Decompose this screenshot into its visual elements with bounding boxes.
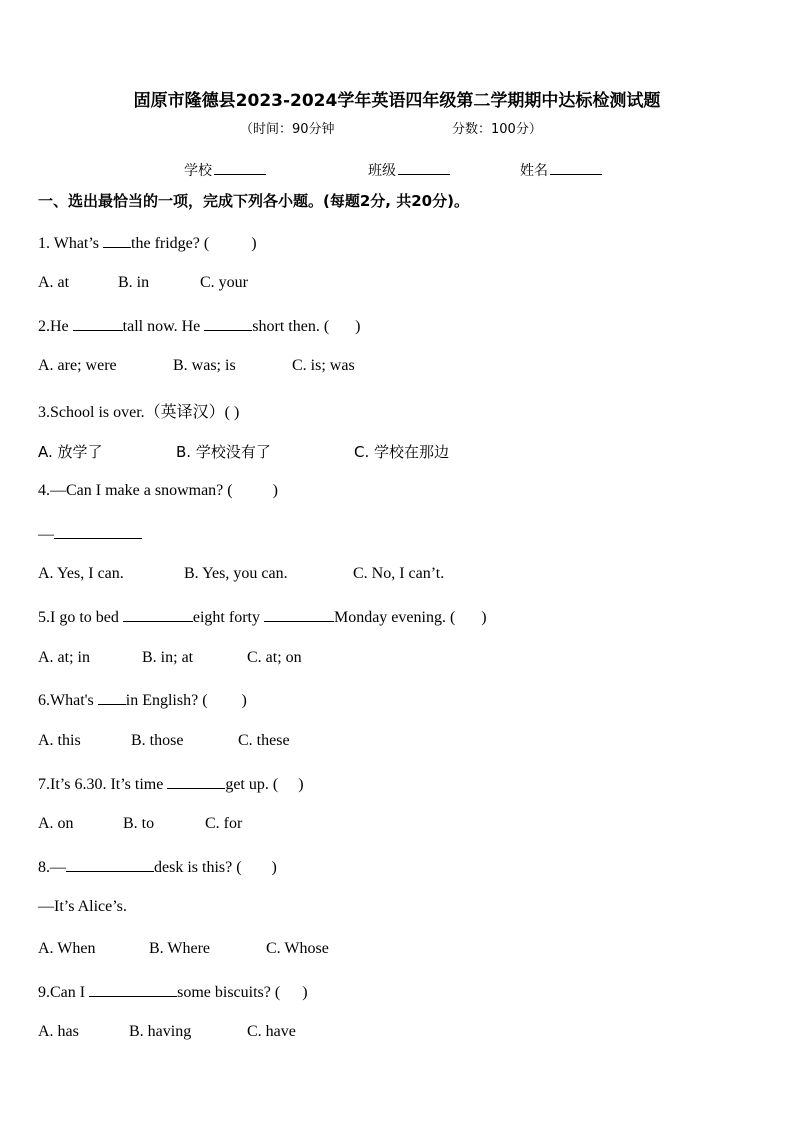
question-text: 9.Can I [38, 984, 90, 1001]
name-field [520, 160, 602, 180]
question-7 [38, 774, 304, 794]
question-text: 8.— [38, 859, 66, 876]
option-b[interactable]: B. was; is [173, 357, 236, 374]
question-paren: ) [241, 692, 247, 709]
option-c[interactable]: C. these [238, 732, 290, 749]
question-text: tall now. He [122, 318, 205, 335]
question-text: in English? ( [125, 692, 208, 709]
question-paren: ) [251, 235, 257, 252]
question-text: get up. ( [225, 776, 279, 793]
question-text: some biscuits? ( [177, 984, 281, 1001]
question-text: 7.It’s 6.30. It’s time [38, 776, 168, 793]
option-a[interactable]: A. this [38, 732, 81, 749]
section-heading: 一、选出最恰当的一项，完成下列各小题。(每题2分, 共20分)。 [38, 192, 469, 210]
option-c[interactable]: C. 学校在那边 [354, 443, 450, 461]
option-a[interactable]: A. at [38, 274, 70, 291]
question-2 [38, 316, 360, 336]
question-paren: ) [272, 482, 278, 499]
option-b[interactable]: B. having [129, 1023, 192, 1040]
answer-blank[interactable] [89, 982, 177, 997]
class-label: 班级 [368, 163, 396, 179]
answer-blank[interactable] [123, 607, 193, 622]
question-paren: ) [481, 609, 487, 626]
question-text: Monday evening. ( [333, 609, 456, 626]
options-9 [38, 1023, 296, 1041]
school-blank[interactable] [214, 162, 266, 175]
option-b[interactable]: B. in [118, 274, 150, 291]
options-1 [38, 274, 248, 292]
option-b[interactable]: B. Where [149, 940, 211, 957]
question-text: 4.—Can I make a snowman? ( [38, 482, 233, 499]
question-8 [38, 857, 277, 877]
question-text: 3.School is over.（英译汉）( ) [38, 404, 240, 421]
answer-blank[interactable] [264, 607, 334, 622]
option-c[interactable]: C. for [205, 815, 243, 832]
option-c[interactable]: C. at; on [247, 649, 302, 666]
answer-blank[interactable] [54, 524, 142, 539]
name-blank[interactable] [550, 162, 602, 175]
option-b[interactable]: B. in; at [142, 649, 194, 666]
class-blank[interactable] [398, 162, 450, 175]
question-text: the fridge? ( [131, 235, 210, 252]
options-4 [38, 565, 444, 583]
option-c[interactable]: C. have [247, 1023, 296, 1040]
question-4 [38, 482, 278, 500]
question-6 [38, 690, 247, 710]
class-field [368, 160, 450, 180]
answer-blank[interactable] [98, 690, 126, 705]
answer-blank[interactable] [73, 316, 123, 331]
option-a[interactable]: A. 放学了 [38, 443, 103, 461]
options-2 [38, 357, 355, 375]
options-3 [38, 441, 449, 462]
option-c[interactable]: C. No, I can’t. [353, 565, 445, 582]
question-paren: ) [302, 984, 308, 1001]
option-b[interactable]: B. Yes, you can. [184, 565, 288, 582]
question-9 [38, 982, 308, 1002]
answer-blank[interactable] [204, 316, 252, 331]
option-b[interactable]: B. 学校没有了 [176, 443, 271, 461]
option-c[interactable]: C. your [200, 274, 248, 291]
option-a[interactable]: A. are; were [38, 357, 117, 374]
school-label: 学校 [184, 163, 212, 179]
question-text: 2.He [38, 318, 73, 335]
option-b[interactable]: B. those [131, 732, 184, 749]
score-info: 分数：100分） [452, 122, 542, 137]
options-5 [38, 649, 302, 667]
page-title: 固原市隆德县2023-2024学年英语四年级第二学期期中达标检测试题 [133, 91, 661, 111]
question-text: desk is this? ( [154, 859, 242, 876]
question-5 [38, 607, 487, 627]
option-a[interactable]: A. on [38, 815, 74, 832]
question-text: eight forty [192, 609, 264, 626]
reply-8: —It’s Alice’s. [38, 898, 127, 915]
option-a[interactable]: A. When [38, 940, 96, 957]
time-info: （时间：90分钟 [240, 122, 335, 137]
question-paren: ) [271, 859, 277, 876]
question-paren: ) [355, 318, 361, 335]
option-a[interactable]: A. Yes, I can. [38, 565, 124, 582]
dash: — [38, 526, 54, 543]
answer-blank[interactable] [66, 857, 154, 872]
options-6 [38, 732, 290, 750]
question-text: 1. What’s [38, 235, 104, 252]
question-1 [38, 233, 257, 253]
option-a[interactable]: A. has [38, 1023, 79, 1040]
answer-blank[interactable] [103, 233, 131, 248]
school-field [184, 160, 266, 180]
option-a[interactable]: A. at; in [38, 649, 90, 666]
question-paren: ) [298, 776, 304, 793]
options-8 [38, 940, 329, 958]
answer-blank[interactable] [167, 774, 225, 789]
name-label: 姓名 [520, 163, 548, 179]
question-text: 6.What's [38, 692, 98, 709]
option-c[interactable]: C. Whose [266, 940, 329, 957]
question-text: 5.I go to bed [38, 609, 123, 626]
option-c[interactable]: C. is; was [292, 357, 355, 374]
question-3 [38, 399, 239, 422]
options-7 [38, 815, 242, 833]
question-text: short then. ( [252, 318, 330, 335]
option-b[interactable]: B. to [123, 815, 155, 832]
answer-line-4 [38, 524, 142, 544]
